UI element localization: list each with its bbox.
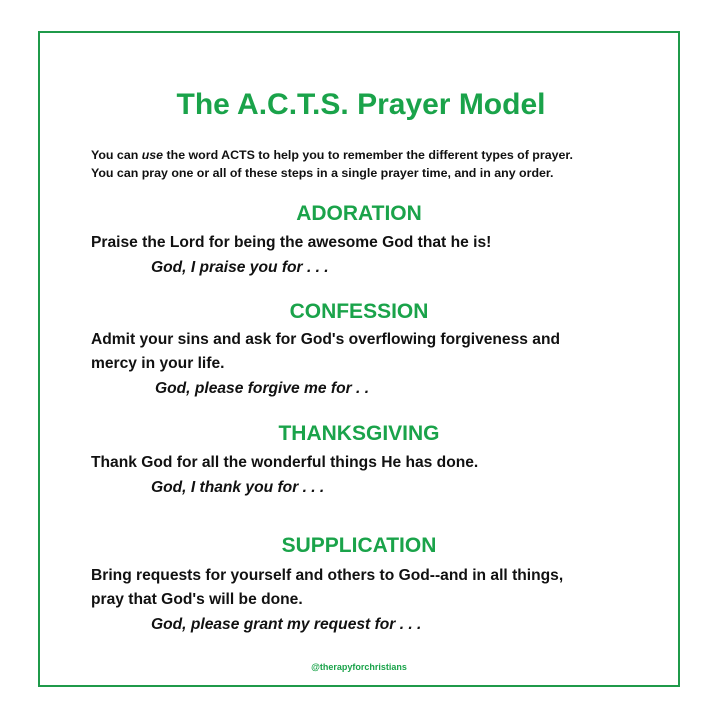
intro-text [91,146,573,182]
intro-line-2: You can pray one or all of these steps in a single prayer time, and in any order. [91,166,554,180]
supplication-description-line-2: pray that God's will be done. [91,591,303,608]
thanksgiving-description: Thank God for all the wonderful things He has done. [91,454,479,471]
adoration-prayer: God, I praise you for . . . [151,259,329,276]
footer-handle: @therapyforchristians [311,662,407,672]
page-title: The A.C.T.S. Prayer Model [176,88,546,121]
supplication-description-line-1: Bring requests for yourself and others to God--and in all things, [91,567,564,584]
confession-description-line-2: mercy in your life. [91,355,225,372]
intro-line-1: You can use the word ACTS to help you to remember the different types of prayer. [91,148,573,162]
supplication-heading: SUPPLICATION [281,534,437,557]
thanksgiving-prayer: God, I thank you for . . . [151,479,325,496]
confession-heading: CONFESSION [289,300,429,323]
supplication-prayer: God, please grant my request for . . . [151,616,422,633]
confession-description-line-1: Admit your sins and ask for God's overflowing forgiveness and [91,331,561,348]
confession-prayer: God, please forgive me for . . [155,380,370,397]
adoration-description: Praise the Lord for being the awesome God that he is! [91,234,492,251]
adoration-heading: ADORATION [296,202,422,225]
thanksgiving-heading: THANKSGIVING [278,422,440,445]
intro-emphasis: use [141,148,164,162]
